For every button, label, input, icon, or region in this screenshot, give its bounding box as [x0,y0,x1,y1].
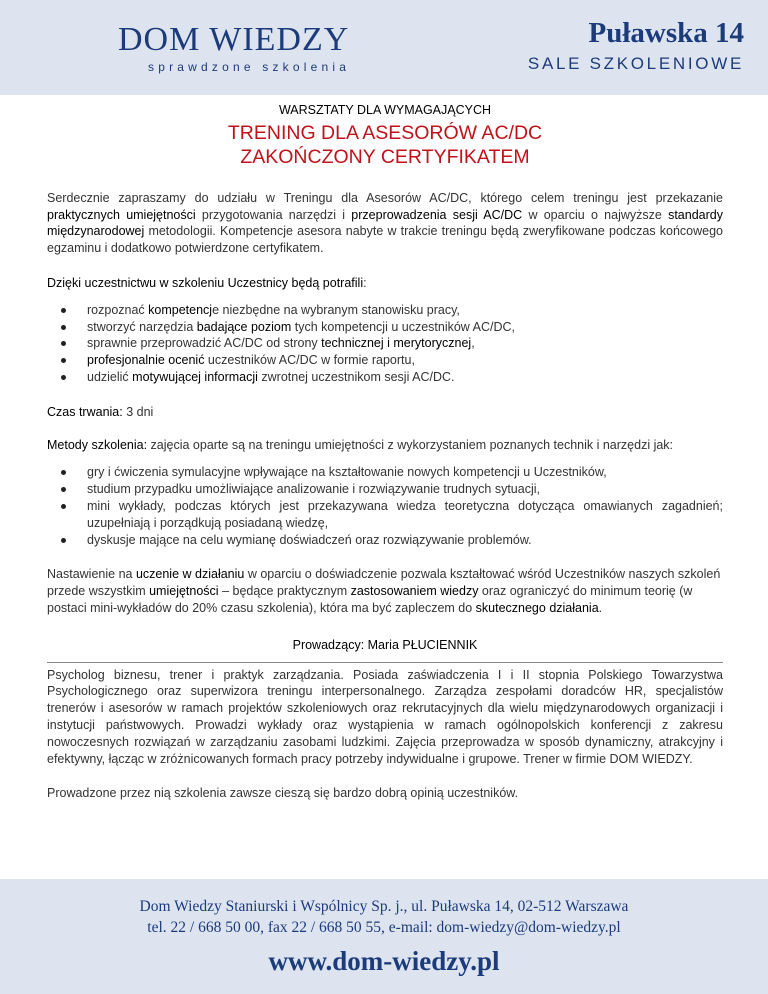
item-highlight: kompetencj [148,302,213,317]
title-line-1: TRENING DLA ASESORÓW AC/DC [227,121,543,144]
list-item: dyskusje mające na celu wymianę doświadczeń oraz rozwiązywanie problemów. [75,532,723,549]
list-item [75,352,723,369]
approach-text: oraz ograniczyć do minimum teorię (w postaci mini-wykładów do 20% czasu szkolenia), która ma być zapleczem do [47,584,693,615]
title-line-2: ZAKOŃCZONY CERTYFIKATEM [240,145,530,168]
item-text: tych kompetencji u uczestników AC/DC, [291,319,515,334]
list-item [75,319,723,336]
intro-highlight: praktycznych umiejętności [47,207,196,222]
document-body [47,102,723,802]
list-item: mini wykłady, podczas których jest przekazywana wiedza teoretyczna dotycząca omawianych zagadnień; uzupełniają i porządkują posiadaną wiedzę, [75,498,723,532]
intro-text: metodologii. Kompetencje asesora nabyte w trakcie treningu będą zweryfikowane podczas końcowego egzaminu i dodatkowo potwierdzone certyfikatem. [47,224,723,256]
footer-address: Dom Wiedzy Staniurski i Wspólnicy Sp. j., ul. Puławska 14, 02-512 Warszawa [139,898,629,915]
item-highlight: profesjonalnie ocenić [87,353,205,368]
item-text: udzielić [87,369,133,384]
divider [47,662,723,663]
item-text: sprawnie przeprowadzić AC/DC od strony [87,336,322,351]
approach-highlight: umiejętności [149,584,219,599]
pulawska-tagline: SALE SZKOLENIOWE [527,54,744,73]
duration [47,404,723,421]
item-text: stworzyć narzędzia [87,319,197,334]
approach-paragraph [47,566,723,616]
list-item [75,369,723,386]
subtitle: WARSZTATY DLA WYMAGAJĄCYCH [278,103,492,117]
skills-heading-colon: : [363,275,367,290]
item-text: e niezbędne na wybranym stanowisku pracy, [212,302,460,317]
logo-brand-text: DOM WIEDZY [118,21,350,58]
intro-highlight: standardy międzynarodowej [47,207,723,239]
item-text: zwrotnej uczestnikom sesji AC/DC. [257,369,455,384]
list-item: gry i ćwiczenia symulacyjne wpływające na kształtowanie nowych kompetencji u Uczestników, [75,464,723,481]
intro-text: Serdecznie zapraszamy do udziału w Treningu dla Asesorów AC/DC, którego celem treningu jest przekazanie [47,190,723,205]
methods-list [47,464,723,548]
list-item [75,302,723,319]
item-text: uczestników AC/DC w formie raportu, [204,353,415,368]
logo-tagline: sprawdzone szkolenia [148,60,351,74]
approach-highlight: skutecznego działania [475,600,599,615]
pulawska-logo[interactable] [528,16,744,74]
approach-highlight: zastosowaniem wiedzy [350,584,479,599]
footer-phone-email[interactable]: tel. 22 / 668 50 00, fax 22 / 668 50 55, e-mail: dom-wiedzy@dom-wiedzy.pl [147,919,621,936]
approach-text: Nastawienie na [47,567,136,582]
item-highlight: technicznej i merytorycznej [321,336,472,351]
skills-heading-text: Dzięki uczestnictwu w szkoleniu Uczestnicy będą potrafili [47,275,364,290]
intro-highlight: przeprowadzenia sesji AC/DC [351,207,523,222]
footer-website-link[interactable]: www.dom-wiedzy.pl [268,946,500,976]
header-band [0,0,768,95]
item-highlight: motywującej informacji [132,369,258,384]
methods-label: Metody szkolenia: [47,437,148,452]
footer-band [0,879,768,994]
list-item [75,335,723,352]
item-text: rozpoznać [87,302,149,317]
approach-text: w oparciu o doświadczenie pozwala kształtować wśród Uczestników naszych szkoleń przede wszystkim [47,567,721,599]
methods-text: zajęcia oparte są na treningu umiejętności z wykorzystaniem poznanych technik i narzędzi jak: [147,437,674,452]
approach-text: – będące praktycznym [218,584,351,599]
approach-text: . [598,600,603,615]
approach-highlight: uczenie w działaniu [135,567,245,582]
trainer-heading: Prowadzący: Maria PŁUCIENNIK [292,637,478,652]
list-item: studium przypadku umożliwiające analizowanie i rozwiązywanie trudnych sytuacji, [75,481,723,498]
intro-paragraph [47,190,723,257]
pulawska-brand-text: Puławska 14 [588,17,744,49]
intro-text: przygotowania narzędzi i [195,207,352,222]
skills-heading [47,275,723,292]
duration-label: Czas trwania: [47,404,123,419]
skills-list [47,302,723,386]
dom-wiedzy-logo[interactable] [118,22,350,74]
trainer-note: Prowadzone przez nią szkolenia zawsze cieszą się bardzo dobrą opinią uczestników. [47,786,519,801]
intro-text: w oparciu o najwyższe [522,207,669,222]
methods-intro [47,437,723,454]
item-text: , [471,336,475,351]
trainer-bio: Psycholog biznesu, trener i praktyk zarządzania. Posiada zaświadczenia I i II stopnia Polskiego Towarzystwa Psychologicznego oraz superwizora treningu interpersonalnego. Zarządza zespołami doradców HR, specjalistów trenerów i asesorów w ramach projektów szkoleniowych oraz rekrutacyjnych dla wielu międzynarodowych organizacji i instytucji państwowych. Prowadzi wykłady oraz wystąpienia w ramach ogólnopolskich konferencji z zakresu nowoczesnych rozwiązań w zarządzaniu zasobami ludzkimi. Zajęcia przeprowadza w sposób dynamiczny, atrakcyjny i efektywny, łącząc w zróżnicowanych formach pracy potrzeby indywidualne i grupowe. Trener w firmie DOM WIEDZY. [47,667,723,766]
duration-value: 3 dni [122,404,154,419]
footer-contact [0,897,768,979]
item-highlight: badające poziom [196,319,292,334]
